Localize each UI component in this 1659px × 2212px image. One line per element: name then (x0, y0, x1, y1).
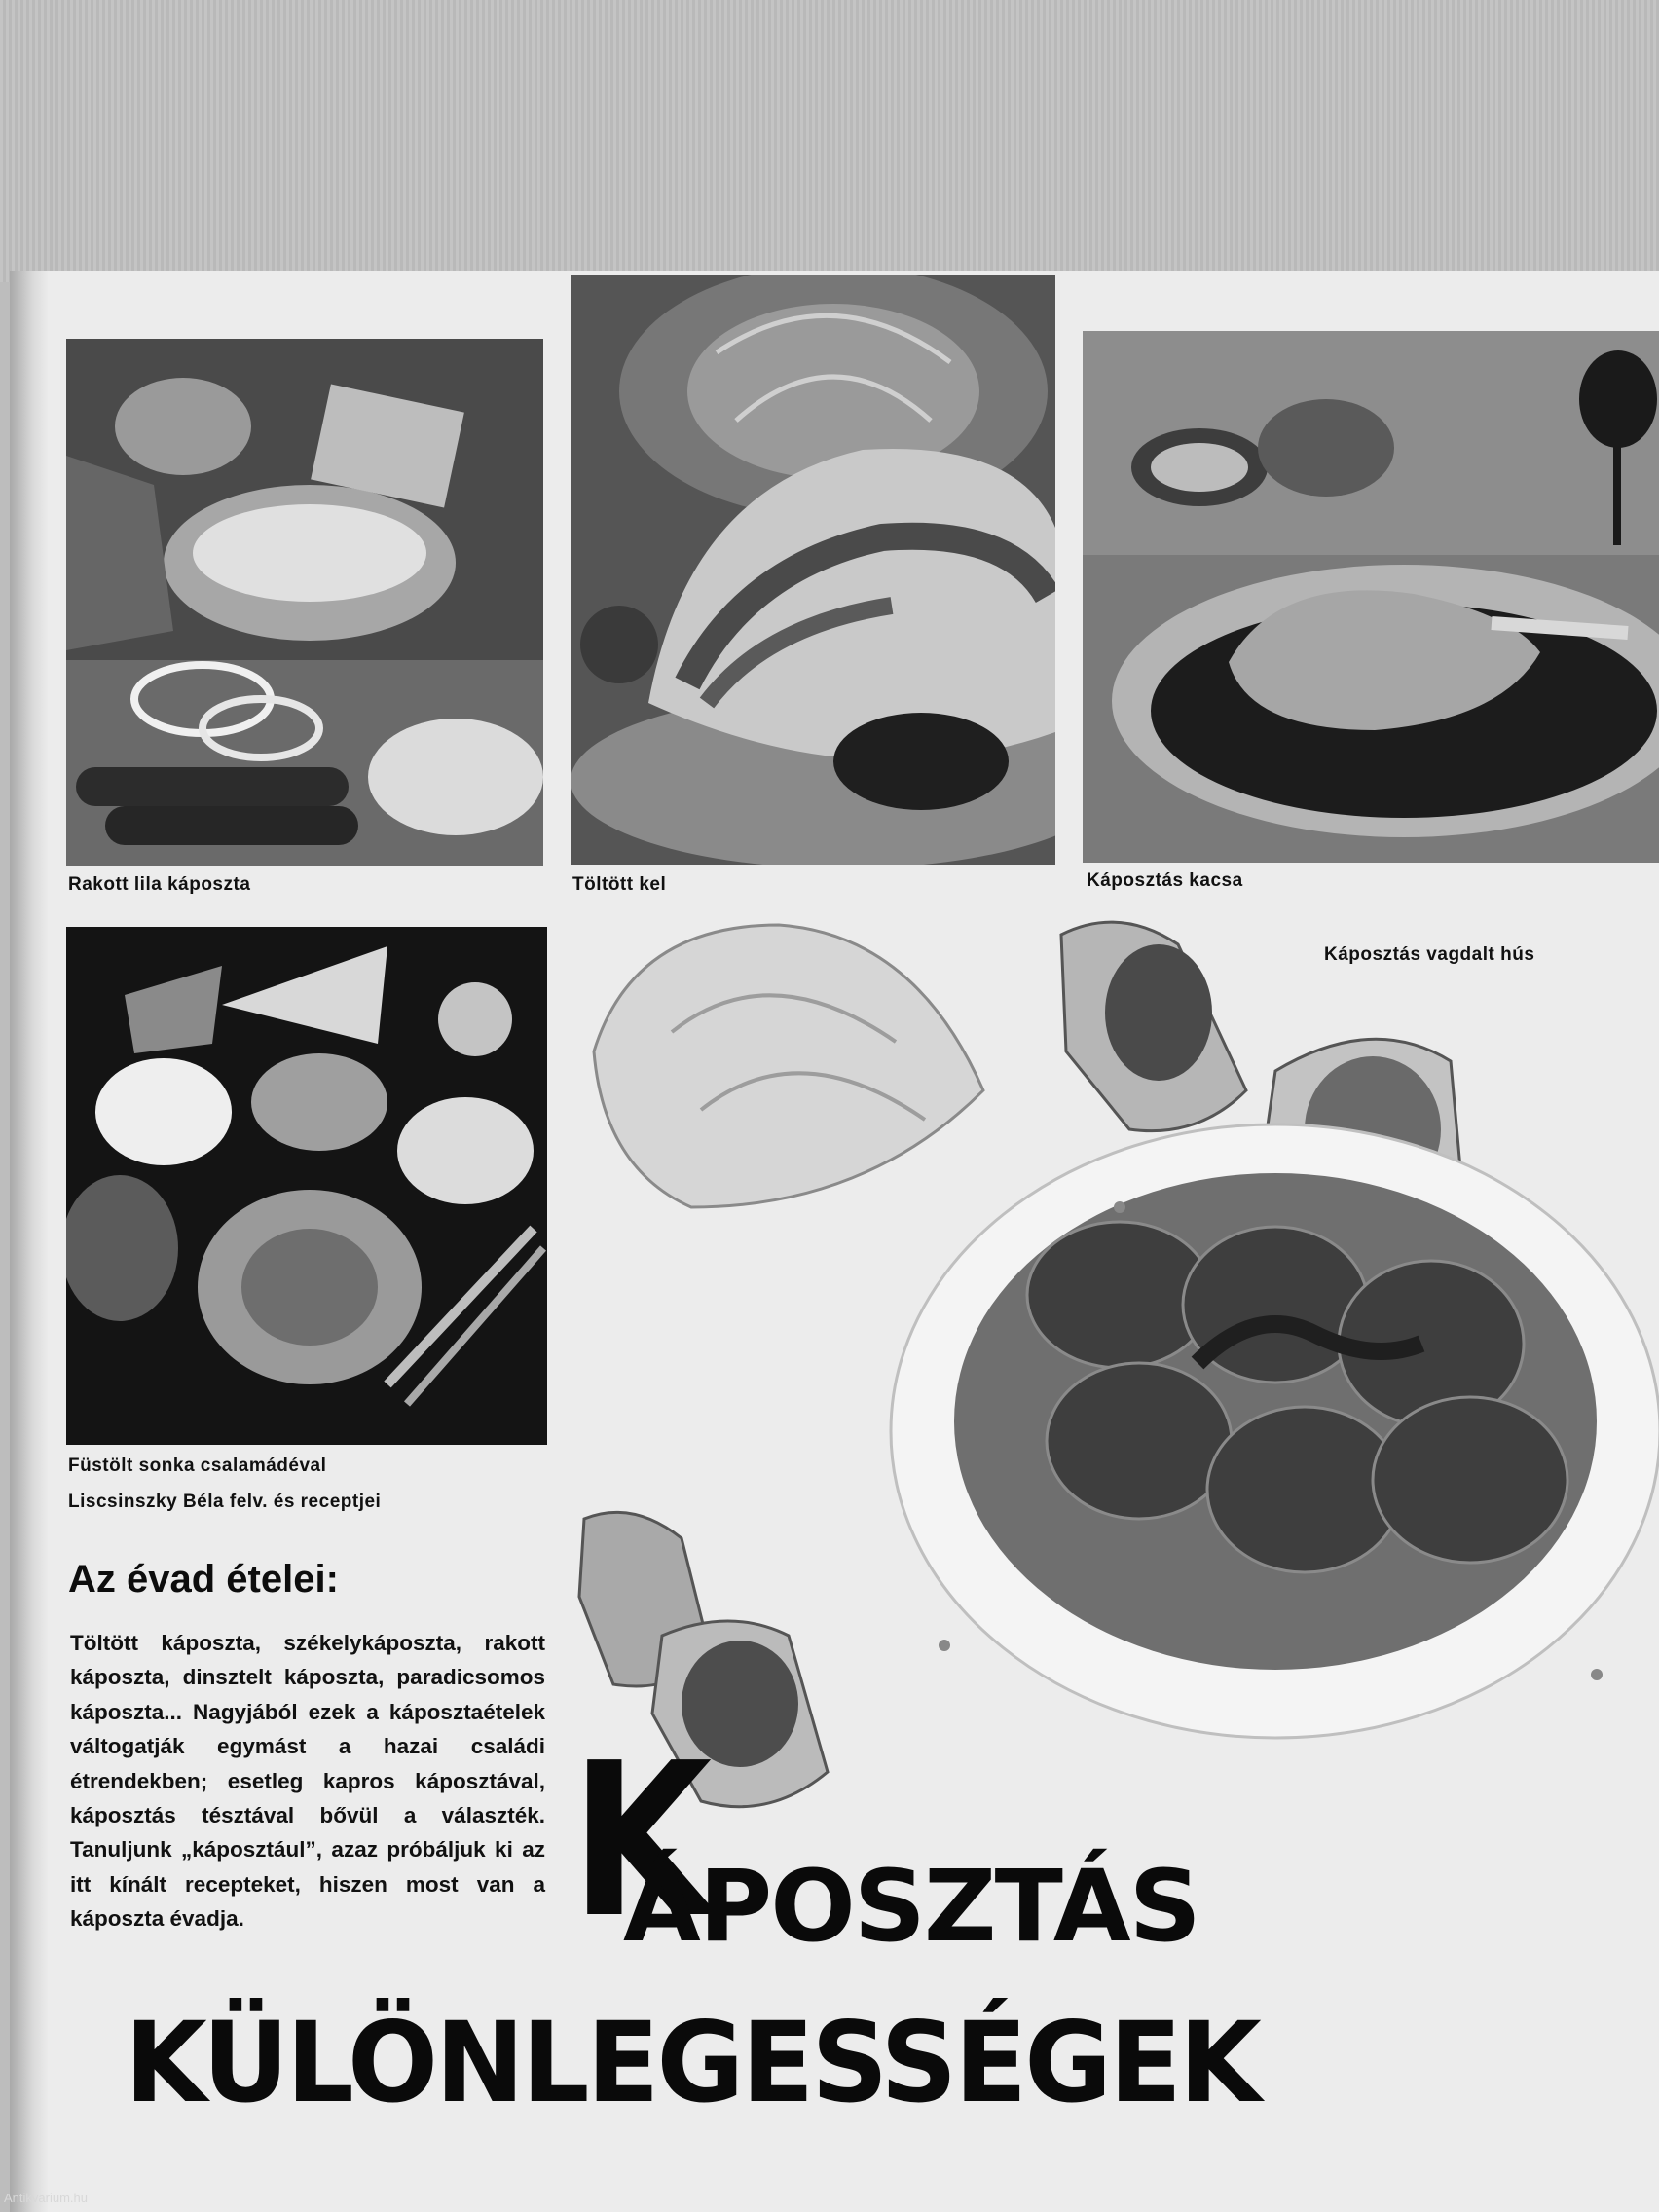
headline-initial: K (571, 1718, 708, 1965)
caption-toltott-kel: Töltött kel (572, 874, 667, 895)
photo-fustolt-sonka (66, 927, 547, 1445)
caption-rakott: Rakott lila káposzta (68, 874, 251, 895)
foil-parcel-top (1061, 922, 1246, 1131)
caption-credit: Liscsinszky Béla felv. és receptjei (68, 1492, 382, 1512)
photo-rakott-lila-kaposzta (66, 339, 543, 866)
page-spine (10, 271, 49, 2212)
watermark: Antikvarium.hu (4, 2191, 88, 2205)
intro-paragraph: Töltött káposzta, székelykáposzta, rakott káposzta, dinsztelt káposzta, paradicsomos káposzta... Nagyjából ezek a káposztaételek váltogatják egymást a hazai családi étrendekben; esetleg kapros káposztával, káposztás tésztával bővül a választék. Tanuljunk „káposztául”, azaz próbáljuk ki az itt kínált recepteket, hiszen most van a káposzta évadja. (70, 1631, 545, 1932)
caption-sonka: Füstölt sonka csalamádéval (68, 1456, 327, 1476)
photo-toltott-kel (571, 275, 1055, 865)
section-title: Az évad ételei: (68, 1558, 339, 1601)
caption-kacsa: Káposztás kacsa (1087, 870, 1243, 891)
cabbage-head (594, 925, 983, 1207)
illustration-vagdalt-plate (574, 915, 1659, 1899)
headline-word-1: ÁPOSZTÁS (623, 1849, 1199, 1965)
caption-vagdalt: Káposztás vagdalt hús (1324, 944, 1535, 965)
background-wall (0, 0, 1659, 282)
headline-word-2: KÜLÖNLEGESSÉGEK (125, 1998, 1259, 2127)
photo-kaposztas-kacsa (1083, 331, 1659, 863)
